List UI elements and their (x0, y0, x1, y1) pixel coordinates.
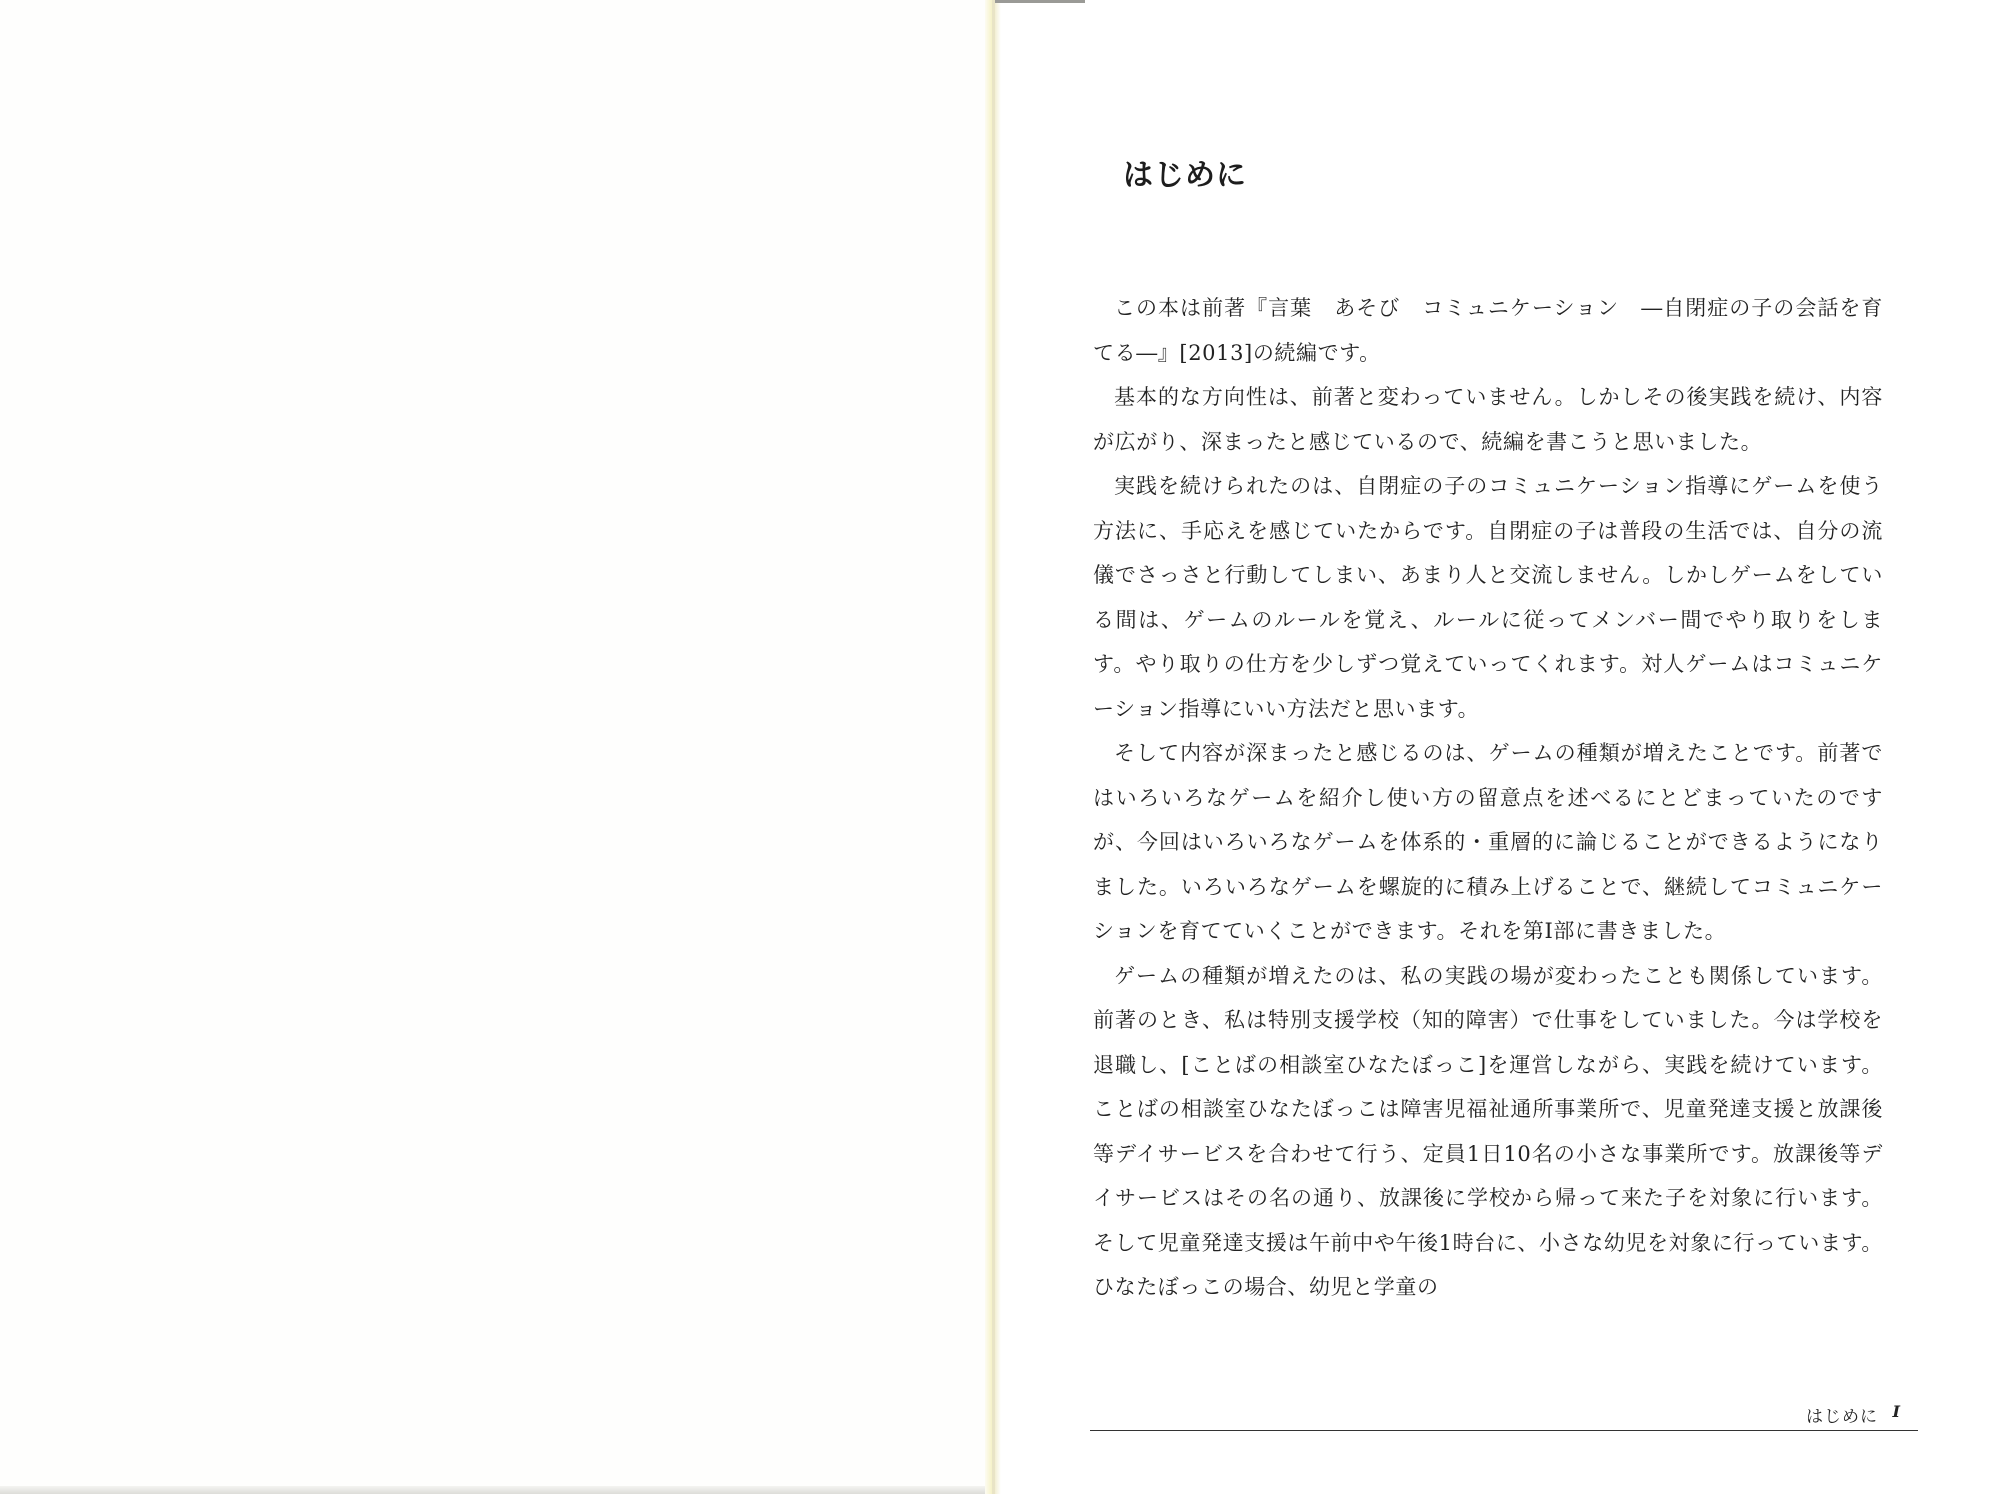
right-page (995, 0, 2000, 1494)
page-edge (995, 0, 1001, 1494)
page-number: I (1892, 1402, 1900, 1421)
running-footer: はじめに (1806, 1407, 1878, 1427)
paragraph: ゲームの種類が増えたのは、私の実践の場が変わったことも関係しています。前著のとき、私は特別支援学校（知的障害）で仕事をしていました。今は学校を退職し、[ことばの相談室ひなたぼっこ]を運営しながら、実践を続けています。ことばの相談室ひなたぼっこは障害児福祉通所事業所で、児童発達支援と放課後等デイサービスを合わせて行う、定員1日10名の小さな事業所です。放課後等デイサービスはその名の通り、放課後に学校から帰って来た子を対象に行います。そして児童発達支援は午前中や午後1時台に、小さな幼児を対象に行っています。ひなたぼっこの場合、幼児と学童の (1093, 963, 1883, 1299)
paragraph: そして内容が深まったと感じるのは、ゲームの種類が増えたことです。前著ではいろいろなゲームを紹介し使い方の留意点を述べるにとどまっていたのですが、今回はいろいろなゲームを体系的・重層的に論じることができるようになりました。いろいろなゲームを螺旋的に積み上げることで、継続してコミュニケーションを育てていくことができます。それを第Ⅰ部に書きました。 (1093, 741, 1883, 943)
left-page-blank (0, 0, 990, 1494)
paragraph: 基本的な方向性は、前著と変わっていません。しかしその後実践を続け、内容が広がり、深まったと感じているので、続編を書こうと思いました。 (1093, 385, 1883, 454)
body-text (1093, 286, 1883, 1310)
chapter-title: はじめに (1123, 158, 1247, 193)
paragraph: 実践を続けられたのは、自閉症の子のコミュニケーション指導にゲームを使う方法に、手応えを感じていたからです。自閉症の子は普段の生活では、自分の流儀でさっさと行動してしまい、あまり人と交流しません。しかしゲームをしている間は、ゲームのルールを覚え、ルールに従ってメンバー間でやり取りをします。やり取りの仕方を少しずつ覚えていってくれます。対人ゲームはコミュニケーション指導にいい方法だと思います。 (1093, 474, 1883, 721)
book-gutter (985, 0, 992, 1494)
page-top-mark (995, 0, 1085, 3)
page-edge-shadow (0, 1486, 990, 1494)
page-footer (1090, 1394, 1918, 1434)
paragraph: この本は前著『言葉 あそび コミュニケーション ―自閉症の子の会話を育てる―』[2013]の続編です。 (1093, 296, 1883, 365)
footer-rule (1090, 1430, 1918, 1431)
